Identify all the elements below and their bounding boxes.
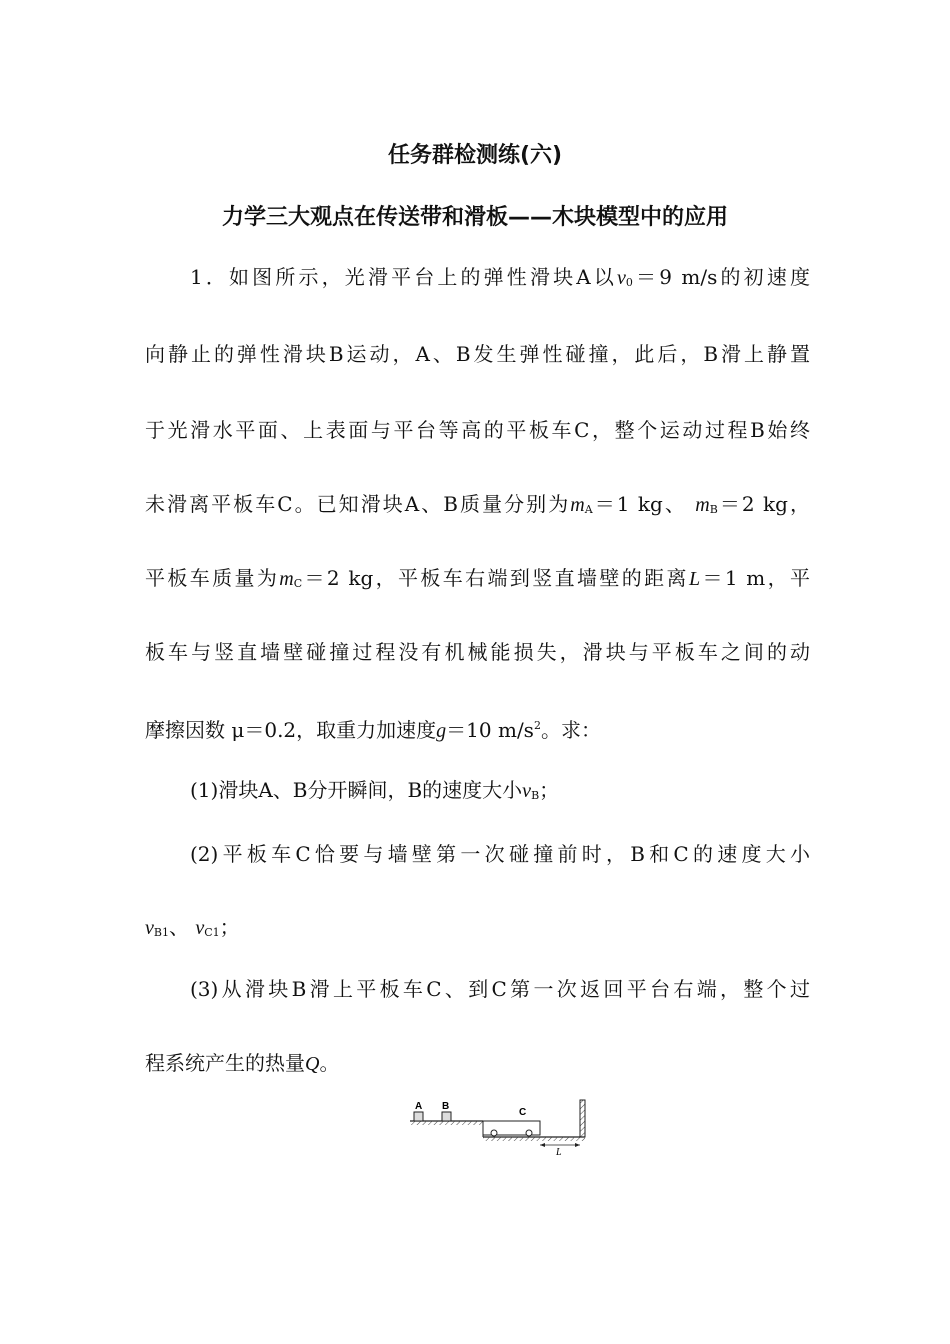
block-a [414, 1112, 423, 1121]
label-a: A [415, 1101, 423, 1112]
problem-line-3: 于光滑水平面、上表面与平台等高的平板车C，整个运动过程B始终 [145, 418, 810, 442]
label-b: B [442, 1101, 450, 1112]
problem-line-6: 板车与竖直墙壁碰撞过程没有机械能损失，滑块与平板车之间的动 [145, 640, 810, 664]
cart-wheel-right [526, 1130, 532, 1136]
block-b [442, 1112, 451, 1121]
physics-diagram [405, 1097, 605, 1157]
question-1: (1)滑块A、B分开瞬间，B的速度大小$v_B$； [190, 778, 560, 802]
label-l: L [556, 1147, 562, 1157]
page-subtitle: 力学三大观点在传送带和滑板——木块模型中的应用 [221, 205, 728, 230]
dimension-arrow-left [540, 1143, 545, 1147]
label-c: C [519, 1107, 527, 1118]
dimension-arrow-right [575, 1143, 580, 1147]
cart-wheel-left [491, 1130, 497, 1136]
page-title: 任务群检测练(六) [387, 143, 563, 168]
problem-line-7: 摩擦因数 μ＝0.2，取重力加速度g＝10 $m/s^2$。求： [145, 718, 601, 742]
problem-line-1: 1．如图所示，光滑平台上的弹性滑块A以$v_0=9$ m/s的初速度 [190, 265, 810, 289]
question-2: (2)平板车C恰要与墙壁第一次碰撞前时，B和C的速度大小 [190, 842, 810, 866]
wall [580, 1100, 585, 1137]
ground-hatch [483, 1137, 585, 1141]
problem-line-2: 向静止的弹性滑块B运动，A、B发生弹性碰撞，此后，B滑上静置 [145, 342, 810, 366]
problem-line-5: 平板车质量为$m_C=2$ kg，平板车右端到竖直墙壁的距离L＝1 m，平 [145, 566, 810, 590]
problem-line-4: 未滑离平板车C。已知滑块A、B质量分别为$m_A=1$ kg、 $m_B=2$ kg， [145, 492, 810, 516]
platform-hatch [410, 1121, 483, 1125]
question-2-variables: $v_{B1}$、 $v_{C1}$； [145, 915, 240, 939]
question-3-end: 程系统产生的热量Q。 [145, 1051, 340, 1075]
question-3: (3)从滑块B滑上平板车C、到C第一次返回平台右端，整个过 [190, 977, 810, 1001]
